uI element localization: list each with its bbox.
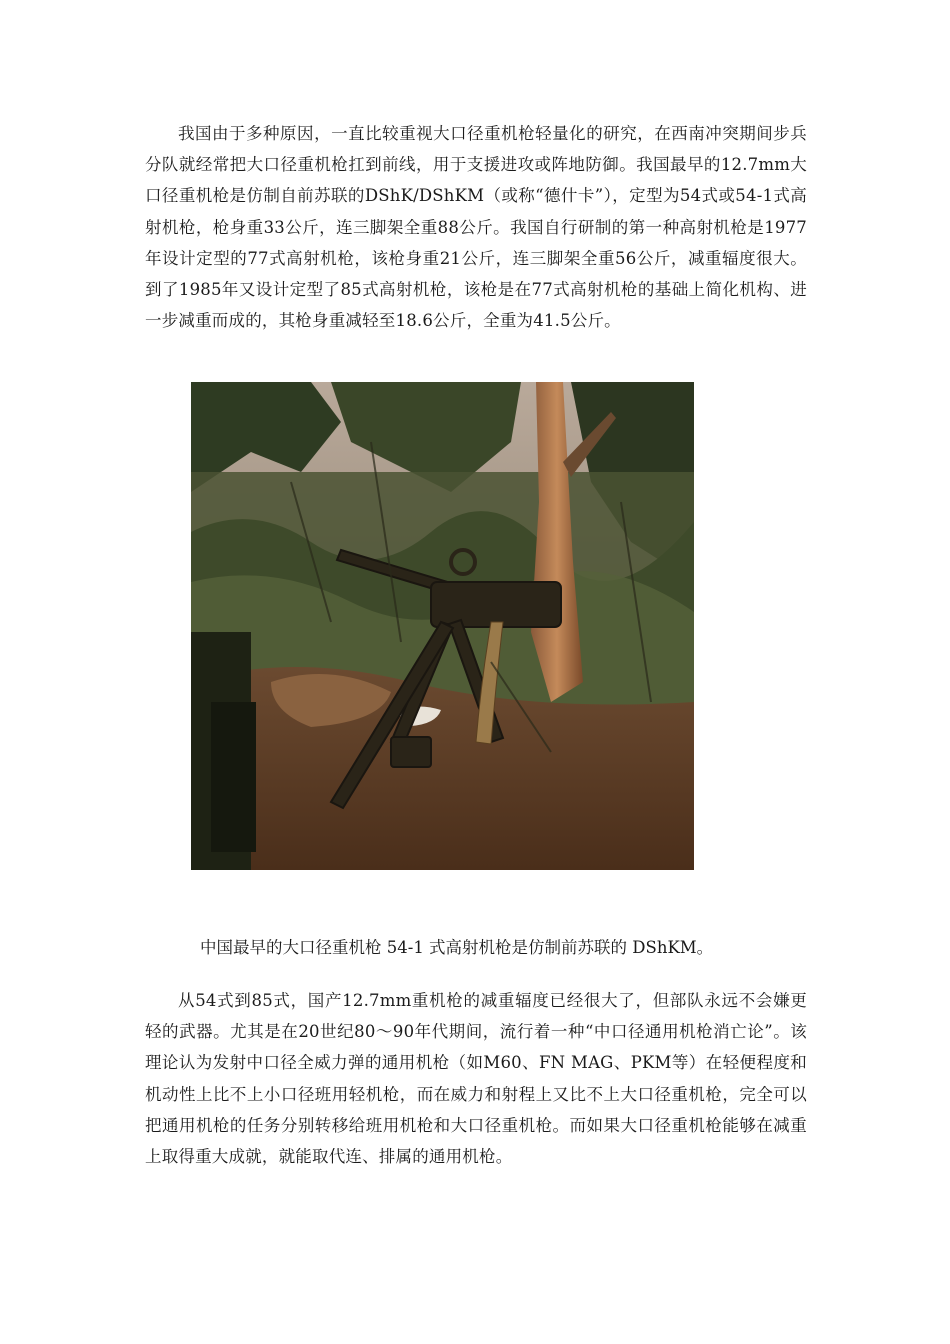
paragraph-2: 从54式到85式，国产12.7mm重机枪的减重辐度已经很大了，但部队永远不会嫌更轻的武器。尤其是在20世纪80～90年代期间，流行着一种“中口径通用机枪消亡论”。该理论认为发射中口径全威力弹的通用机枪（如M60、FN MAG、PKM等）在轻便程度和机动性上比不上小口径班用轻机枪，而在威力和射程上又比不上大口径重机枪，完全可以把通用机枪的任务分别转移给班用机枪和大口径重机枪。而如果大口径重机枪能够在减重上取得重大成就，就能取代连、排属的通用机枪。 — [145, 991, 807, 1167]
photo-caption: 中国最早的大口径重机枪 54-1 式高射机枪是仿制前苏联的 DShKM。 — [200, 938, 714, 957]
machine-gun-photo — [191, 382, 694, 870]
paragraph-1: 我国由于多种原因，一直比较重视大口径重机枪轻量化的研究，在西南冲突期间步兵分队就经常把大口径重机枪扛到前线，用于支援进攻或阵地防御。我国最早的12.7mm大口径重机枪是仿制自前苏联的DShK/DShKM（或称“德什卡”），定型为54式或54-1式高射机枪，枪身重33公斤，连三脚架全重88公斤。我国自行研制的第一种高射机枪是1977年设计定型的77式高射机枪，该枪身重21公斤，连三脚架全重56公斤，减重辐度很大。到了1985年又设计定型了85式高射机枪，该枪是在77式高射机枪的基础上简化机构、进一步减重而成的，其枪身重减轻至18.6公斤，全重为41.5公斤。 — [145, 124, 807, 331]
